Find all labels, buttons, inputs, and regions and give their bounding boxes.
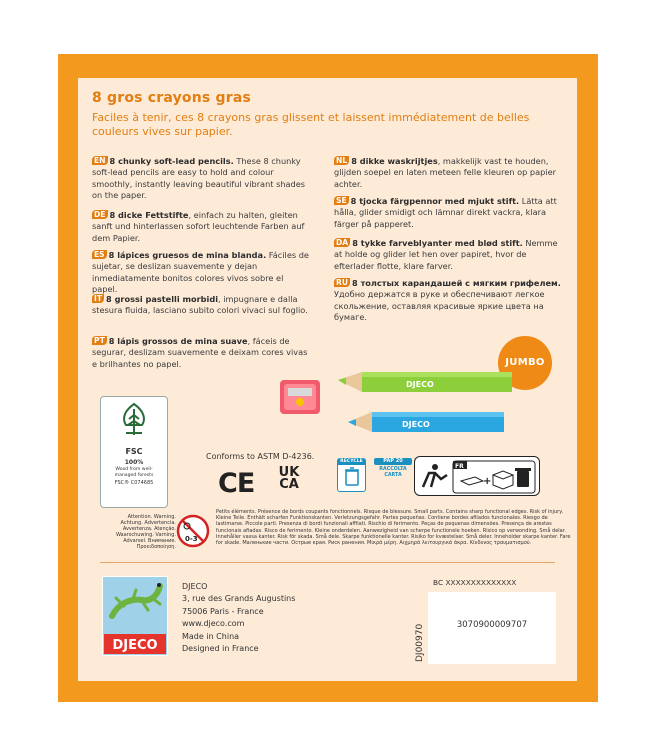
lang-heading: 8 dicke Fettstifte [109,210,189,220]
logo-text: DJECO [112,638,158,653]
pap-label: PAP 20 [374,458,412,465]
bin-icon [515,468,531,487]
company-address [182,581,295,655]
lang-text: Nemme at holde og glider let hen over papiret, hvor de efterlader flotte, klare farver. [334,238,558,271]
lang-heading: 8 lápices gruesos de mina blanda. [108,250,267,260]
lang-code: RU [336,278,349,287]
age-warning-icon [176,514,210,548]
blue-crayon-icon [348,412,504,432]
lang-text: , einfach zu halten, gleiten sanft und hinterlassen sofort leuchtende Farben auf dem Papier. [92,210,305,243]
lang-block-it [92,294,310,317]
address-line: Designed in France [182,644,259,654]
info-panel [78,78,577,681]
lang-heading: 8 толстых карандашей с мягким грифелем. [352,278,561,288]
lang-text: , fáceis de segurar, deslizam suavemente e deixam cores vivas e brilhantes no papel. [92,336,308,369]
triman-person-icon [423,464,447,487]
lang-heading: 8 tjocka färgpennor med mjukt stift. [350,196,520,206]
lang-code: EN [94,156,106,165]
lang-block-ru [334,278,566,324]
triman-info-box [414,456,540,496]
product-title: 8 gros crayons gras [92,90,252,106]
lang-block-nl [334,156,566,190]
packaging-icon [461,477,483,485]
lang-heading: 8 grossi pastelli morbidi [106,294,219,304]
lang-block-en [92,156,310,202]
crayon-brand-label: DJECO [406,380,434,389]
intro-text: Faciles à tenir, ces 8 crayons gras glissent et laissent immédiatement de belles couleurs vives sur papier. [92,111,530,138]
lang-heading: 8 tykke farveblyanter med blød stift. [352,238,523,248]
warning-long-text: Petits éléments. Présence de bords coupants fonctionnels. Risque de blessure. Small parts. Contains sharp functional edges. Risk of injury. Kleine Teile. Enthält scharfen Funktionskanten. Verletzungsgefahr. Partes pequeñas. Contiene bordes afilados funcionales. Riesgo de lastimarse. Piccole parti. Presenza di bordi funzionali affilati. Rischio di ferimento. Peças de pequenas dimensões. Presença de arestas funcionais afiadas. Risco de ferimento. Kleine onderdelen. Aanwezigheid van scherpe functionele hoeken. Risico op verwonding. Små delar. Innehåller vassa kanter. Risk för skada. Små dele. Skarpe funktionelle kanter. Risiko for kvæstelser. Små deler. Inneholder skarpe kanter. Fare for skade. Маленькие части. Острые края. Риск ранения. Μικρά μέρη. Αιχμηρά λειτουργικά άκρα. Κίνδυνος τραυματισμού. [216,509,571,547]
lang-code: NL [336,156,348,165]
pap-badge [374,458,412,492]
warning-languages: Attention. Warning. Achtung. Advertencia. Avvertenza. Atenção. Waarschuwing. Varning. Advarsel. Внимание. Προειδοποίηση. [115,514,176,551]
lang-code: DA [336,238,349,247]
fsc-name: FSC [125,447,143,456]
lang-block-se [334,196,566,230]
fsc-percent: 100% [124,459,144,466]
lang-block-da [334,238,566,272]
address-line: 75006 Paris - France [182,606,264,616]
lang-text: Удобно держатся в руке и обеспечивают легкое скольжение, оставляя красивые яркие цвета на бумаге. [334,289,545,323]
address-line: www.djeco.com [182,619,245,629]
fsc-subtitle: Wood from well-managed forests [114,467,154,478]
lang-text: Lätta att hålla, glider smidigt och lämnar direkt vackra, klara färger på papperet. [334,196,557,229]
lang-text: Fáciles de sujetar, se deslizan suavemente y dejan inmediatamente bonitos colores vivos sobre el papel. [92,250,309,295]
recycle-bin-icon [342,465,362,487]
article-number [410,578,426,668]
recycle-label: RECYCLE [338,459,365,465]
svg-text:+: + [483,476,492,487]
green-crayon-icon [338,372,512,392]
lang-code: DE [94,210,106,219]
address-line: DJECO [182,582,208,591]
lang-text: These 8 chunky soft-lead pencils are easy to hold and colour smoothly, instantly leaving beautiful vibrant shades on the paper. [92,156,306,201]
warning-age: 0-3 [185,535,198,543]
astm-notice: Conforms to ASTM D-4236. [206,452,315,461]
djeco-logo [102,576,168,656]
fsc-tree-icon [114,401,154,441]
fsc-label [100,396,168,508]
barcode-label: BC XXXXXXXXXXXXXX [433,578,517,587]
ean-number: 3070900009707 [456,620,528,630]
lang-code: IT [94,294,103,303]
box-icon [493,471,513,489]
address-line: 3, rue des Grands Augustins [182,594,296,604]
lang-heading: 8 dikke waskrijtjes [351,156,438,166]
jumbo-badge: JUMBO [498,336,552,390]
lang-code: SE [336,196,347,205]
lang-code: ES [94,250,105,259]
triman-fr: FR [455,463,464,470]
triman-icons [415,457,541,497]
sharpener-icon [280,380,320,414]
lang-text: , impugnare e dalla stesura fluida, lasciano subito colori vivaci sul foglio. [92,294,308,316]
lang-heading: 8 lápis grossos de mina suave [108,336,248,346]
fsc-code: FSC® C074685 [114,480,154,487]
lang-heading: 8 chunky soft-lead pencils. [109,156,234,166]
crayons-illustration [278,366,528,446]
address-line: Made in China [182,631,240,641]
pap-subtitle: RACCOLTA CARTA [379,467,407,478]
crayon-brand-label: DJECO [402,420,430,429]
article-number-text: DJ00970 [415,623,425,662]
ce-mark: CE [218,468,255,499]
lang-text: , makkelijk vast te houden, glijden soepel en laten meteen felle kleuren op papier achter. [334,156,556,189]
ukca-mark: UK CA [278,465,300,492]
lang-block-es [92,250,310,296]
lang-code: PT [94,336,105,345]
lang-block-de [92,210,310,244]
divider [100,562,555,563]
recycle-badge [337,458,366,492]
